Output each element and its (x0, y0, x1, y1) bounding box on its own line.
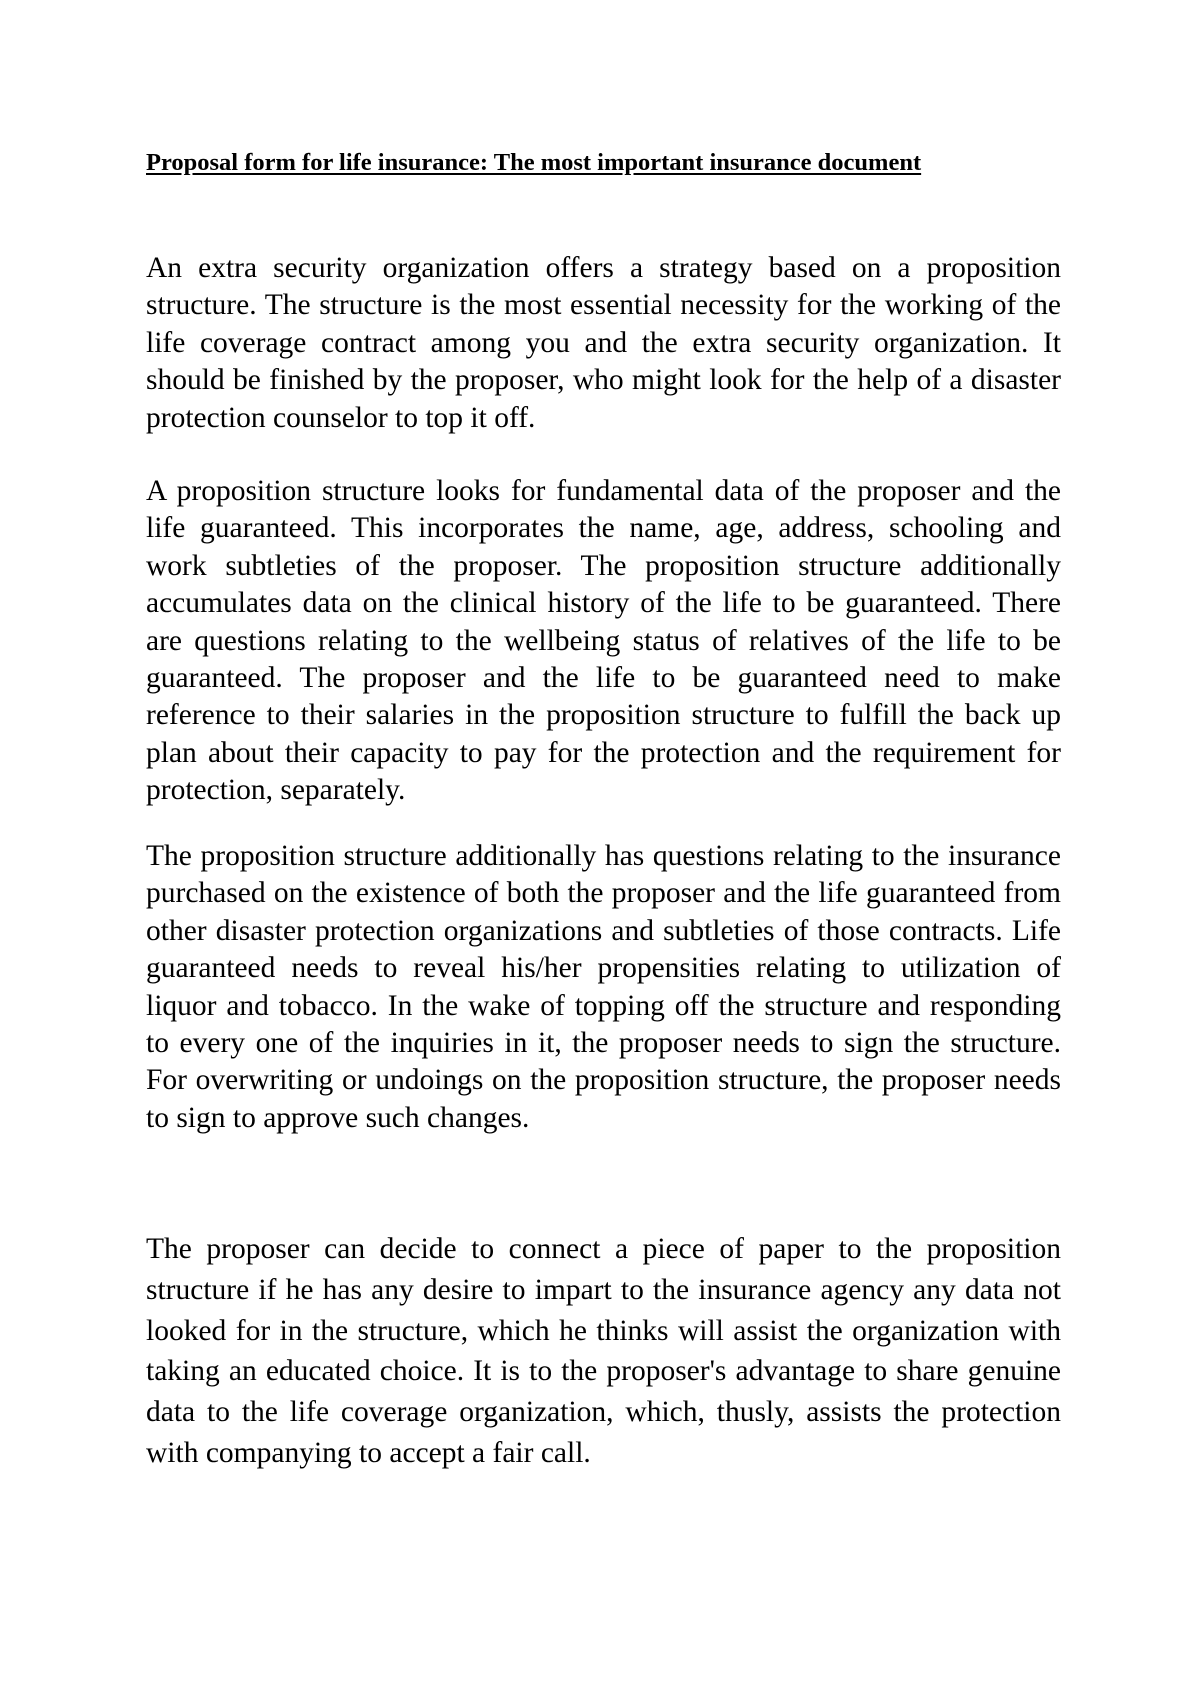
document-title: Proposal form for life insurance: The most important insurance document (146, 149, 922, 176)
paragraph-2: A proposition structure looks for fundamental data of the proposer and the life guaranteed. This incorporates the name, age, address, schooling and work subtleties of the proposer. The proposition structure additionally accumulates data on the clinical history of the life to be guaranteed. There are questions relating to the wellbeing status of relatives of the life to be guaranteed. The proposer and the life to be guaranteed need to make reference to their salaries in the proposition structure to fulfill the back up plan about their capacity to pay for the protection and the requirement for protection, separately. (146, 475, 1061, 807)
paragraph-4: The proposer can decide to connect a piece of paper to the proposition structure if he has any desire to impart to the insurance agency any data not looked for in the structure, which he thinks will assist the organization with taking an educated choice. It is to the proposer's advantage to share genuine data to the life coverage organization, which, thusly, assists the protection with companying to accept a fair call. (146, 1233, 1061, 1469)
paragraph-3: The proposition structure additionally has questions relating to the insurance purchased on the existence of both the proposer and the life guaranteed from other disaster protection organizations and subtleties of those contracts. Life guaranteed needs to reveal his/her propensities relating to utilization of liquor and tobacco. In the wake of topping off the structure and responding to every one of the inquiries in it, the proposer needs to sign the structure. For overwriting or undoings on the proposition structure, the proposer needs to sign to approve such changes. (146, 840, 1061, 1134)
paragraph-1: An extra security organization offers a strategy based on a proposition structure. The structure is the most essential necessity for the working of the life coverage contract among you and the extra security organization. It should be finished by the proposer, who might look for the help of a disaster protection counselor to top it off. (146, 252, 1061, 434)
